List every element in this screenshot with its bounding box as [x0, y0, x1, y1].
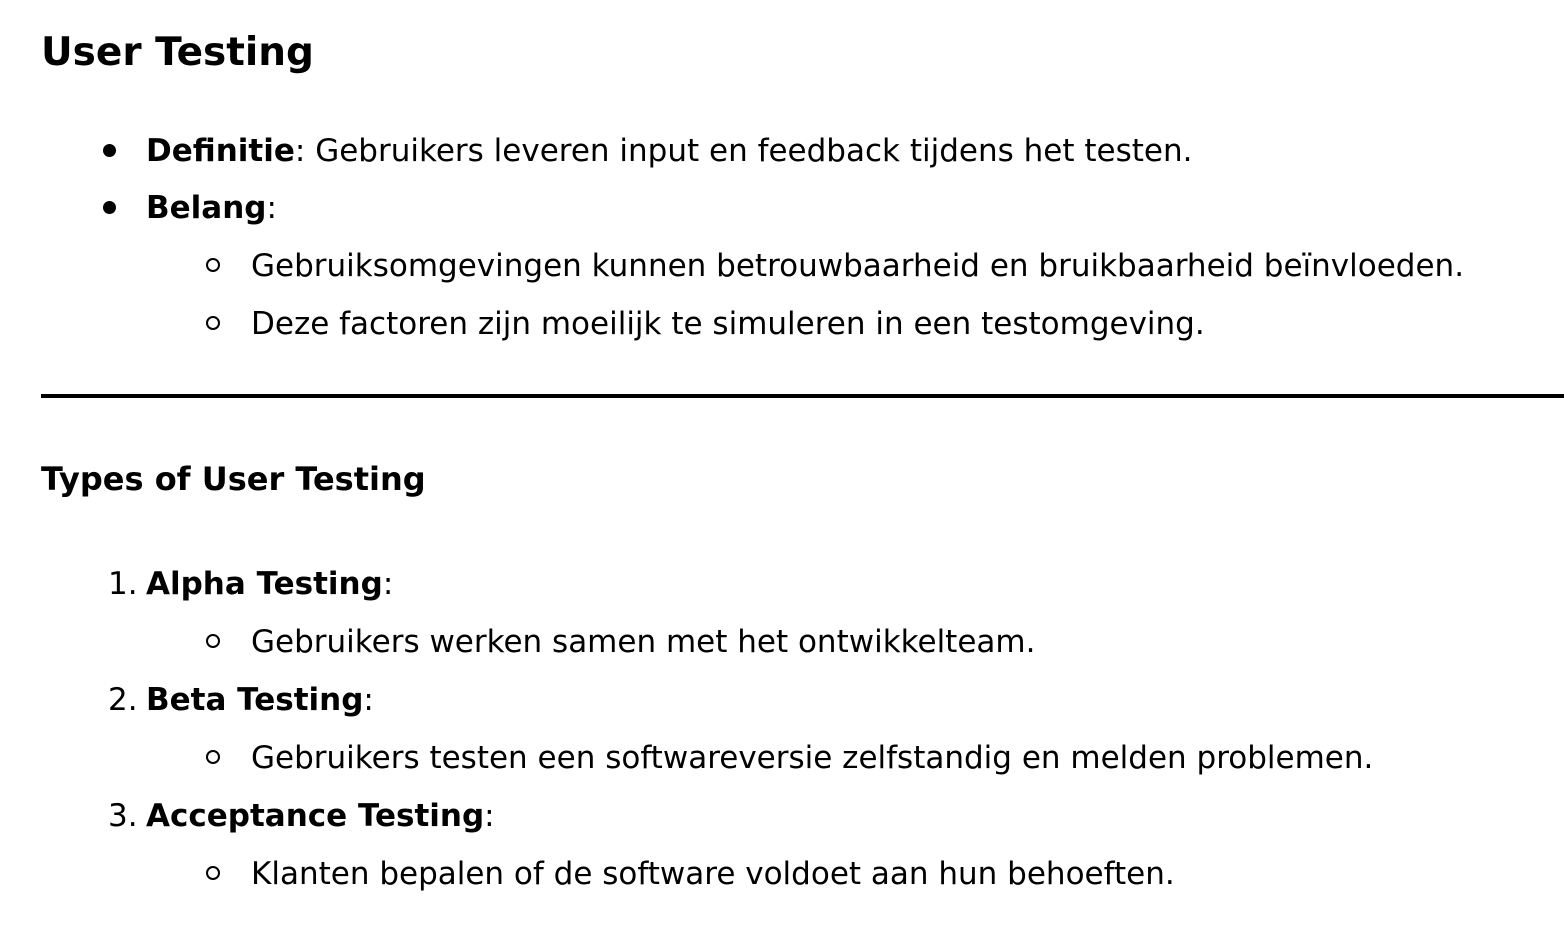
bullet-circle-icon: [206, 750, 220, 764]
page-title: User Testing: [41, 30, 314, 75]
sub-list-item: Gebruiksomgevingen kunnen betrouwbaarheid en bruikbaarheid beïnvloeden.: [251, 248, 1465, 284]
list-item-alpha-testing: [146, 564, 393, 604]
bullet-circle-icon: [206, 316, 220, 330]
list-number: 2.: [108, 682, 138, 718]
list-number: 1.: [108, 566, 138, 602]
sub-list-item: Klanten bepalen of de software voldoet aan hun behoeften.: [251, 856, 1175, 892]
bullet-circle-icon: [206, 866, 220, 880]
list-number: 3.: [108, 798, 138, 834]
list-item-definitie: [146, 131, 1192, 171]
term-separator: :: [363, 682, 374, 718]
term-separator: :: [266, 190, 277, 226]
list-item-acceptance-testing: [146, 796, 495, 836]
term-label: Belang: [146, 190, 267, 226]
bullet-circle-icon: [206, 258, 220, 272]
list-item-belang: [146, 188, 277, 228]
section-heading: Types of User Testing: [41, 460, 426, 498]
horizontal-rule: [41, 394, 1564, 398]
list-item-beta-testing: [146, 680, 374, 720]
term-separator: :: [382, 566, 394, 602]
sub-list-item: Gebruikers werken samen met het ontwikkelteam.: [251, 624, 1036, 660]
term-label: Acceptance Testing: [146, 798, 485, 834]
sub-list-item: Gebruikers testen een softwareversie zelfstandig en melden problemen.: [251, 740, 1374, 776]
bullet-disc-icon: [103, 201, 116, 214]
term-label: Alpha Testing: [146, 566, 383, 602]
term-label: Definitie: [146, 133, 295, 169]
term-label: Beta Testing: [146, 682, 364, 718]
sub-list-item: Deze factoren zijn moeilijk te simuleren in een testomgeving.: [251, 306, 1205, 342]
bullet-circle-icon: [206, 634, 220, 648]
term-separator: :: [484, 798, 495, 834]
term-separator: :: [294, 133, 306, 169]
item-text: Gebruikers leveren input en feedback tijdens het testen.: [305, 133, 1193, 169]
bullet-disc-icon: [103, 144, 116, 157]
